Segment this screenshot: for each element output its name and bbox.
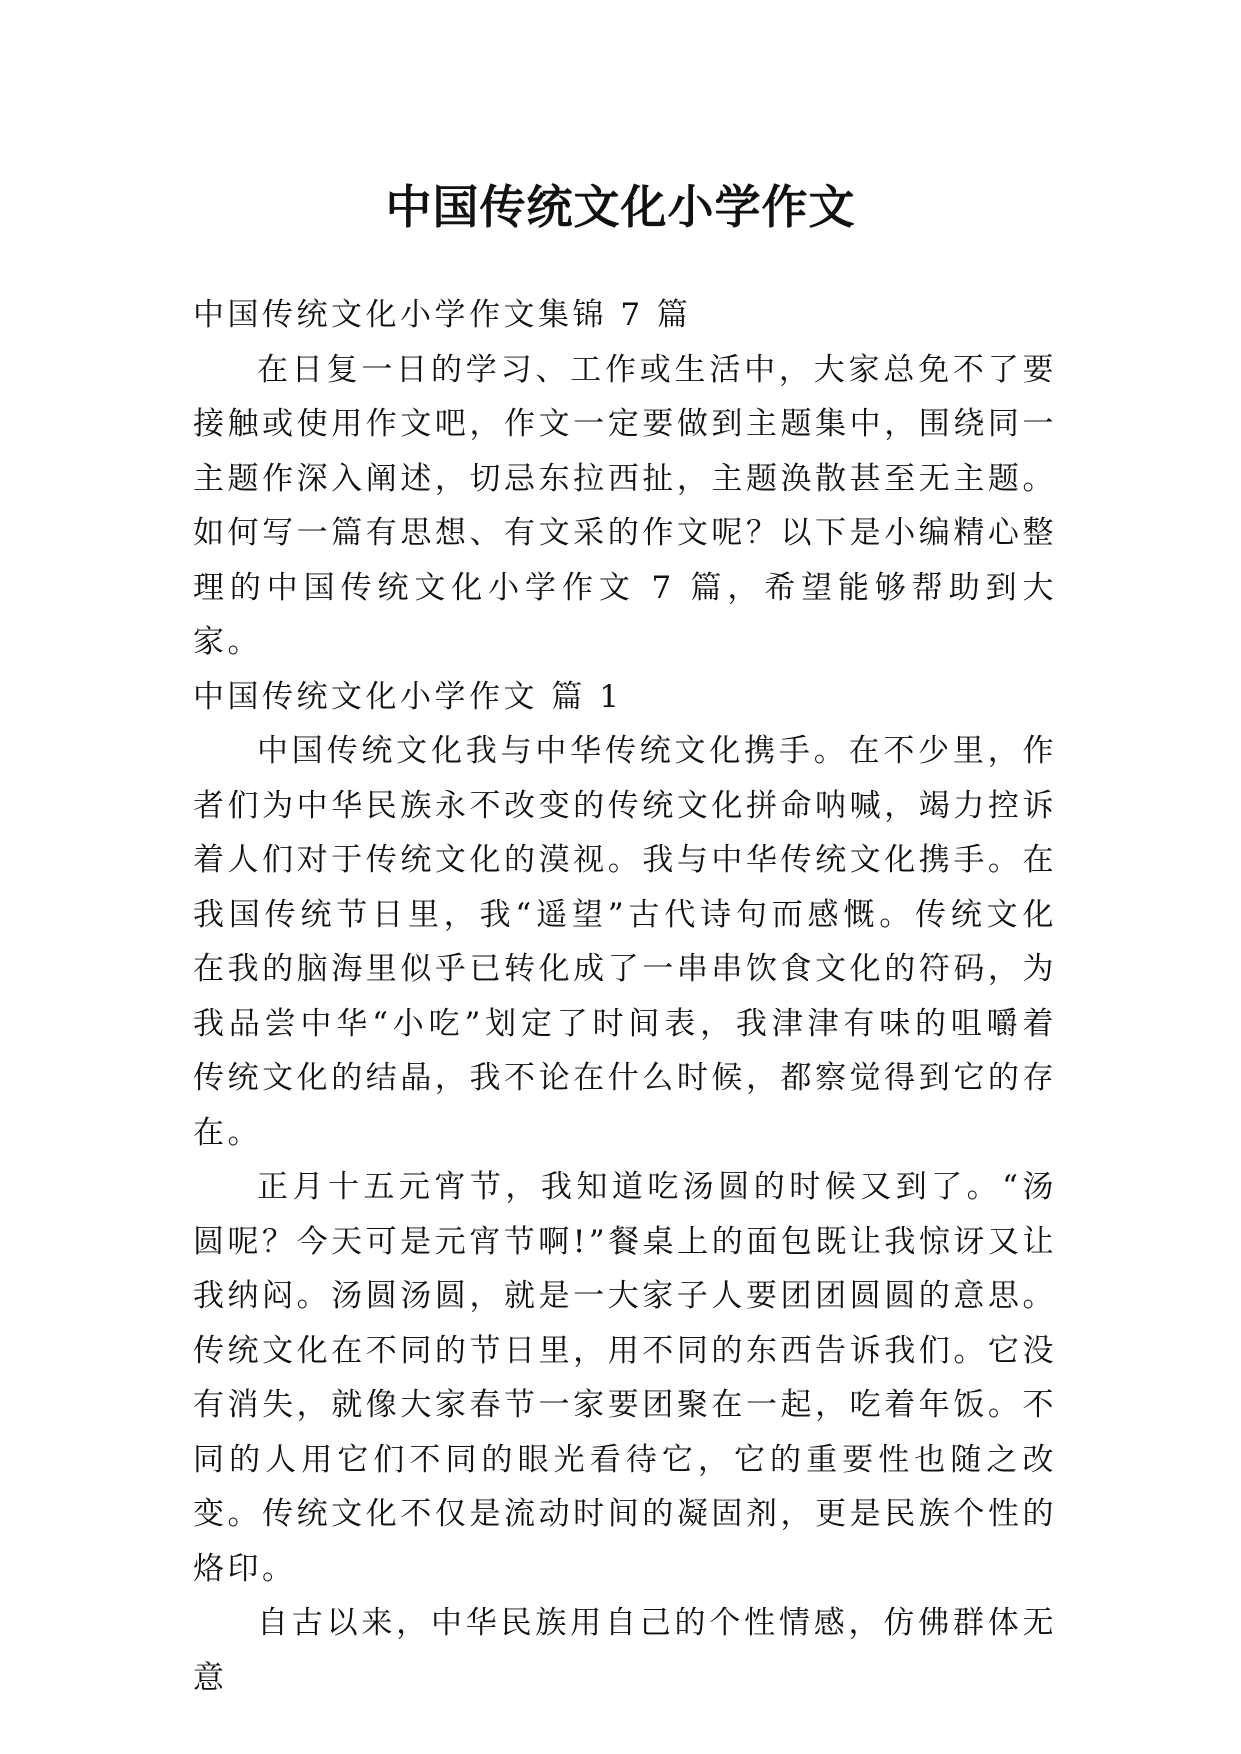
- body-paragraph: 自古以来，中华民族用自己的个性情感，仿佛群体无意: [193, 1605, 1057, 1696]
- document-title: 中国传统文化小学作文: [385, 179, 856, 234]
- document-subtitle: 中国传统文化小学作文集锦 7 篇: [193, 297, 692, 333]
- section-heading: 中国传统文化小学作文 篇 1: [193, 678, 623, 715]
- intro-paragraph: 在日复一日的学习、工作或生活中，大家总免不了要接触或使用作文吧，作文一定要做到主题集中，围绕同一主题作深入阐述，切忌东拉西扯，主题涣散甚至无主题。如何写一篇有思想、有文采的作文呢？以下是小编精心整理的中国传统文化小学作文 7 篇，希望能够帮助到大家。: [193, 351, 1057, 660]
- body-paragraph: 正月十五元宵节，我知道吃汤圆的时候又到了。“汤圆呢？今天可是元宵节啊!”餐桌上的面包既让我惊讶又让我纳闷。汤圆汤圆，就是一大家子人要团团圆圆的意思。传统文化在不同的节日里，用不同的东西告诉我们。它没有消失，就像大家春节一家要团聚在一起，吃着年饭。不同的人用它们不同的眼光看待它，它的重要性也随之改变。传统文化不仅是流动时间的凝固剂，更是民族个性的烙印。: [193, 1169, 1057, 1587]
- body-paragraph: 中国传统文化我与中华传统文化携手。在不少里，作者们为中华民族永不改变的传统文化拼命呐喊，竭力控诉着人们对于传统文化的漠视。我与中华传统文化携手。在我国传统节日里，我“遥望”古代诗句而感慨。传统文化在我的脑海里似乎已转化成了一串串饮食文化的符码，为我品尝中华“小吃”划定了时间表，我津津有味的咀嚼着传统文化的结晶，我不论在什么时候，都察觉得到它的存在。: [193, 733, 1057, 1151]
- document-body: [193, 288, 1057, 1705]
